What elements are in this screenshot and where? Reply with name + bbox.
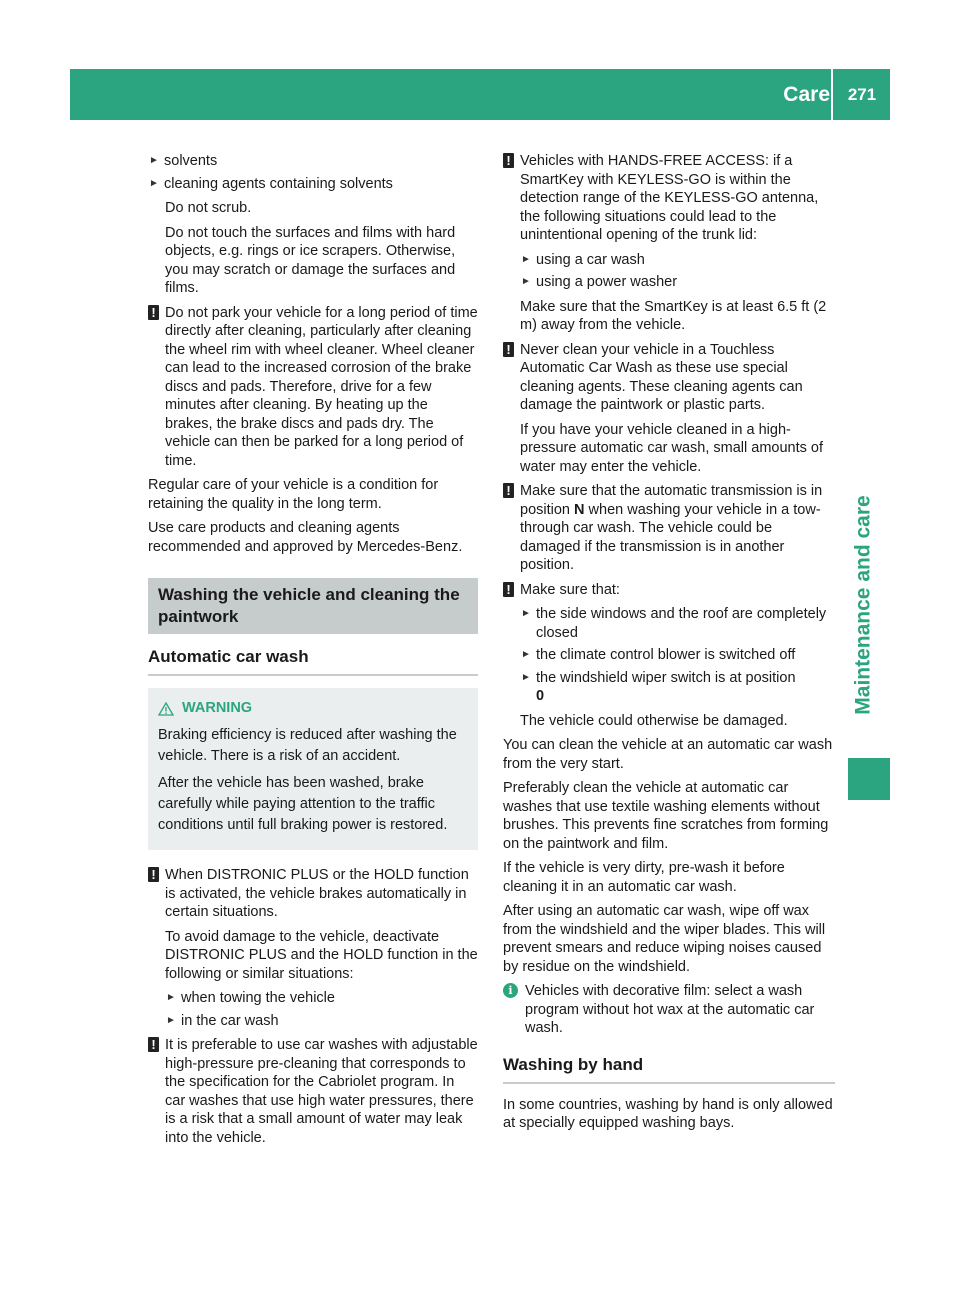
paragraph: Preferably clean the vehicle at automatic car washes that use textile washing elements without brushes. This prevents fine scratches from forming on the paintwork and film.	[503, 780, 829, 852]
list-item: ► using a power washer	[521, 274, 678, 290]
note-text: Vehicles with HANDS-FREE ACCESS: if a SmartKey with KEYLESS-GO is within the detection range of the KEYLESS-GO antenna, the following situations could lead to the unintentional opening of the trunk lid:	[520, 153, 819, 243]
paragraph: You can clean the vehicle at an automatic car wash from the very start.	[503, 737, 833, 772]
paragraph: Do not touch the surfaces and films with hard objects, e.g. rings or ice scrapers. Otherwise, you may scratch or damage the surfaces and films.	[165, 224, 456, 296]
exclamation-icon: !	[148, 305, 159, 320]
list-item: ► using a car wash	[521, 251, 645, 268]
warning-box	[148, 688, 478, 850]
section-heading: Washing the vehicle and cleaning the paintwork	[148, 578, 478, 634]
note-text: If you have your vehicle cleaned in a high-pressure automatic car wash, small amounts of water may enter the vehicle.	[520, 421, 824, 475]
chapter-tab	[838, 470, 890, 740]
paragraph: After using an automatic car wash, wipe off wax from the windshield and the wiper blades. This will prevent smears and reduce wiping noises caused by residue on the windshield.	[503, 903, 826, 975]
info-text: Vehicles with decorative film: select a wash program without hot wax at the automatic car wash.	[525, 983, 815, 1036]
bullet-icon: ►	[166, 1014, 176, 1026]
note-text: Make sure that the SmartKey is at least 6.5 ft (2 m) away from the vehicle.	[520, 298, 827, 333]
warning-triangle-icon	[158, 702, 174, 716]
list-item: ► solvents	[149, 153, 218, 169]
warning-text: Braking efficiency is reduced after washing the vehicle. There is a risk of an accident.	[158, 727, 457, 764]
header-divider	[831, 69, 833, 120]
paragraph: Use care products and cleaning agents recommended and approved by Mercedes-Benz.	[148, 520, 463, 555]
warning-text: After the vehicle has been washed, brake carefully while paying attention to the traffic conditions until full braking power is restored.	[158, 775, 448, 833]
exclamation-icon: !	[503, 483, 514, 498]
bullet-list	[520, 605, 835, 706]
bullet-icon: ►	[149, 155, 159, 166]
note-text: It is preferable to use car washes with adjustable high-pressure pre-cleaning that corresponds to the specification for the Cabriolet program. In car washes that use high water pressures, there is a risk that a small amount of water may leak into the vehicle.	[165, 1037, 478, 1146]
bullet-icon: ►	[166, 992, 176, 1003]
subsection-heading: Washing by hand	[503, 1054, 835, 1084]
exclamation-icon: !	[503, 342, 514, 357]
bullet-list	[520, 251, 835, 292]
list-item: ► the side windows and the roof are completely closed	[521, 606, 827, 641]
note-block	[503, 341, 835, 477]
warning-label: WARNING	[182, 700, 253, 716]
note-text: When DISTRONIC PLUS or the HOLD function is activated, the vehicle brakes automatically in certain situations.	[165, 867, 469, 920]
subsection-heading: Automatic car wash	[148, 646, 478, 676]
note-text: Do not park your vehicle for a long period of time directly after cleaning, particularly after cleaning the wheel rim with wheel cleaner. Wheel cleaner can lead to the increased corrosion of the brake discs and pads. Therefore, drive for a few minutes after cleaning. By heating up the brakes, the brake discs and pads dry. The vehicle can then be parked for a long period of time.	[165, 304, 478, 469]
list-item: ► cleaning agents containing solvents	[149, 175, 393, 192]
page-section-title: Care	[783, 82, 830, 106]
paragraph: Regular care of your vehicle is a condition for retaining the quality in the long term.	[148, 477, 439, 512]
right-column	[503, 152, 835, 1139]
note-block	[503, 152, 835, 335]
bullet-icon: ►	[521, 608, 531, 619]
left-column	[148, 152, 478, 1153]
bullet-icon: ►	[149, 177, 159, 189]
list-item: ► the climate control blower is switched off	[521, 647, 796, 663]
note-text: To avoid damage to the vehicle, deactivate DISTRONIC PLUS and the HOLD function in the following or similar situations:	[165, 928, 478, 982]
exclamation-icon: !	[148, 1037, 159, 1052]
bullet-list	[148, 152, 478, 193]
chapter-marker	[848, 758, 890, 800]
list-item: ► when towing the vehicle	[166, 990, 335, 1006]
page-number: 271	[847, 84, 877, 104]
list-item: ► in the car wash	[166, 1012, 279, 1029]
info-icon: i	[503, 983, 518, 998]
paragraph: Do not scrub.	[165, 200, 252, 216]
note-block	[148, 866, 478, 1030]
wiper-position: 0	[536, 688, 545, 704]
exclamation-icon: !	[503, 582, 514, 597]
note-block	[148, 304, 478, 471]
gear-position: N	[574, 501, 585, 518]
note-block	[503, 581, 835, 731]
exclamation-icon: !	[148, 867, 159, 882]
paragraph: In some countries, washing by hand is only allowed at specially equipped washing bays.	[503, 1096, 833, 1131]
exclamation-icon: !	[503, 153, 514, 168]
warning-title	[158, 698, 468, 719]
info-block	[503, 982, 835, 1038]
paragraph: If the vehicle is very dirty, pre-wash it before cleaning it in an automatic car wash.	[503, 860, 785, 895]
note-text: The vehicle could otherwise be damaged.	[520, 712, 788, 729]
note-block	[503, 482, 835, 575]
note-text: Never clean your vehicle in a Touchless Automatic Car Wash as these use special cleaning agents. These cleaning agents can damage the paintwork or plastic parts.	[520, 341, 803, 413]
bullet-icon: ►	[521, 671, 531, 683]
note-text: Make sure that:	[520, 581, 620, 598]
note-text: Make sure that the automatic transmission is in position N when washing your vehicle in a tow-through car wash. The vehicle could be damaged if the transmission is in another position.	[520, 483, 823, 573]
bullet-icon: ►	[521, 649, 531, 660]
bullet-icon: ►	[521, 276, 531, 287]
bullet-icon: ►	[521, 253, 531, 265]
list-item: ► the windshield wiper switch is at position 0	[521, 669, 796, 704]
chapter-tab-label: Maintenance and care	[852, 495, 876, 715]
bullet-list	[165, 989, 478, 1030]
note-block	[148, 1036, 478, 1147]
